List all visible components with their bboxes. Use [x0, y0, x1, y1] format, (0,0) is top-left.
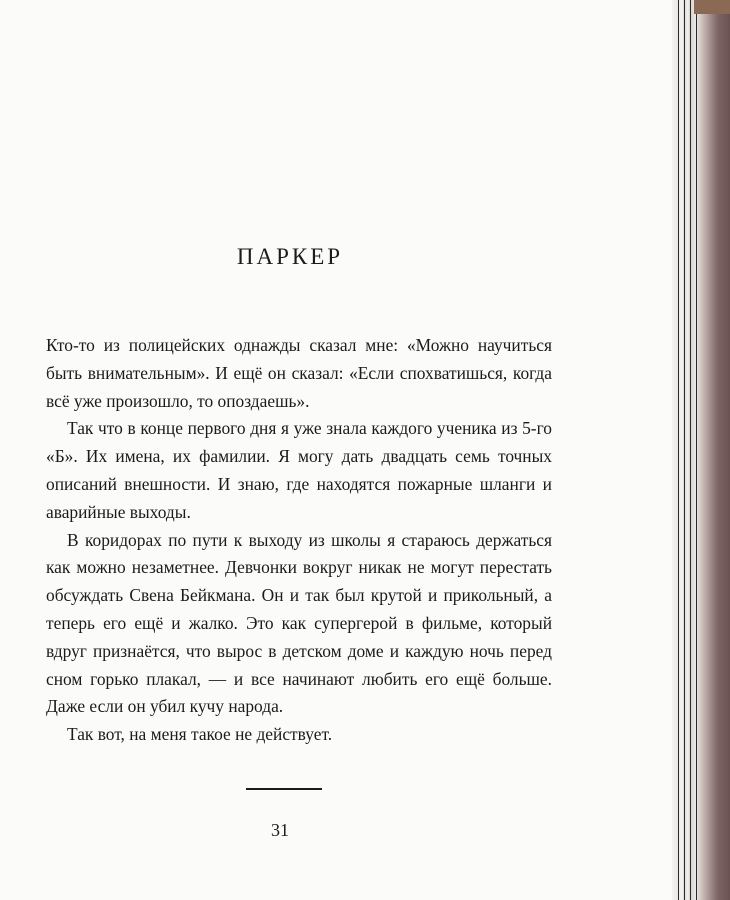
book-cover-edge: [694, 0, 730, 14]
chapter-title: ПАРКЕР: [236, 244, 344, 269]
paragraph-2: Так что в конце первого дня я уже знала каждого ученика из 5-го «Б». Их имена, их фамилии. Я могу дать двадцать семь точных описаний внешности. И знаю, где находятся пожарные шланги и аварийные выходы.: [46, 418, 552, 522]
page-edges: [672, 0, 730, 900]
paragraph-4: Так вот, на меня такое не действует.: [67, 724, 333, 745]
body-text: [46, 332, 552, 749]
paragraph-3: В коридорах по пути к выходу из школы я стараюсь держаться как можно незаметнее. Девчонки вокруг никак не могут перестать обсуждать Свена Бейкмана. Он и так был крутой и прикольный, а теперь его ещё и жалко. Это как супергерой в фильме, который вдруг признаётся, что вырос в детском доме и каждую ночь перед сном горько плакал, — и все начинают любить его ещё больше. Даже если он убил кучу народа.: [46, 529, 552, 717]
page-number: 31: [271, 820, 289, 840]
page-edge-line: [690, 0, 691, 900]
paragraph-1: Кто-то из полицейских однажды сказал мне: «Можно научиться быть внимательным». И ещё он сказал: «Если спохватишься, когда всё уже произошло, то опоздаешь».: [46, 335, 552, 411]
page-edge-line: [696, 0, 697, 900]
page-edge-line: [678, 0, 679, 900]
section-divider: [246, 788, 322, 790]
page-edge-line: [684, 0, 685, 900]
